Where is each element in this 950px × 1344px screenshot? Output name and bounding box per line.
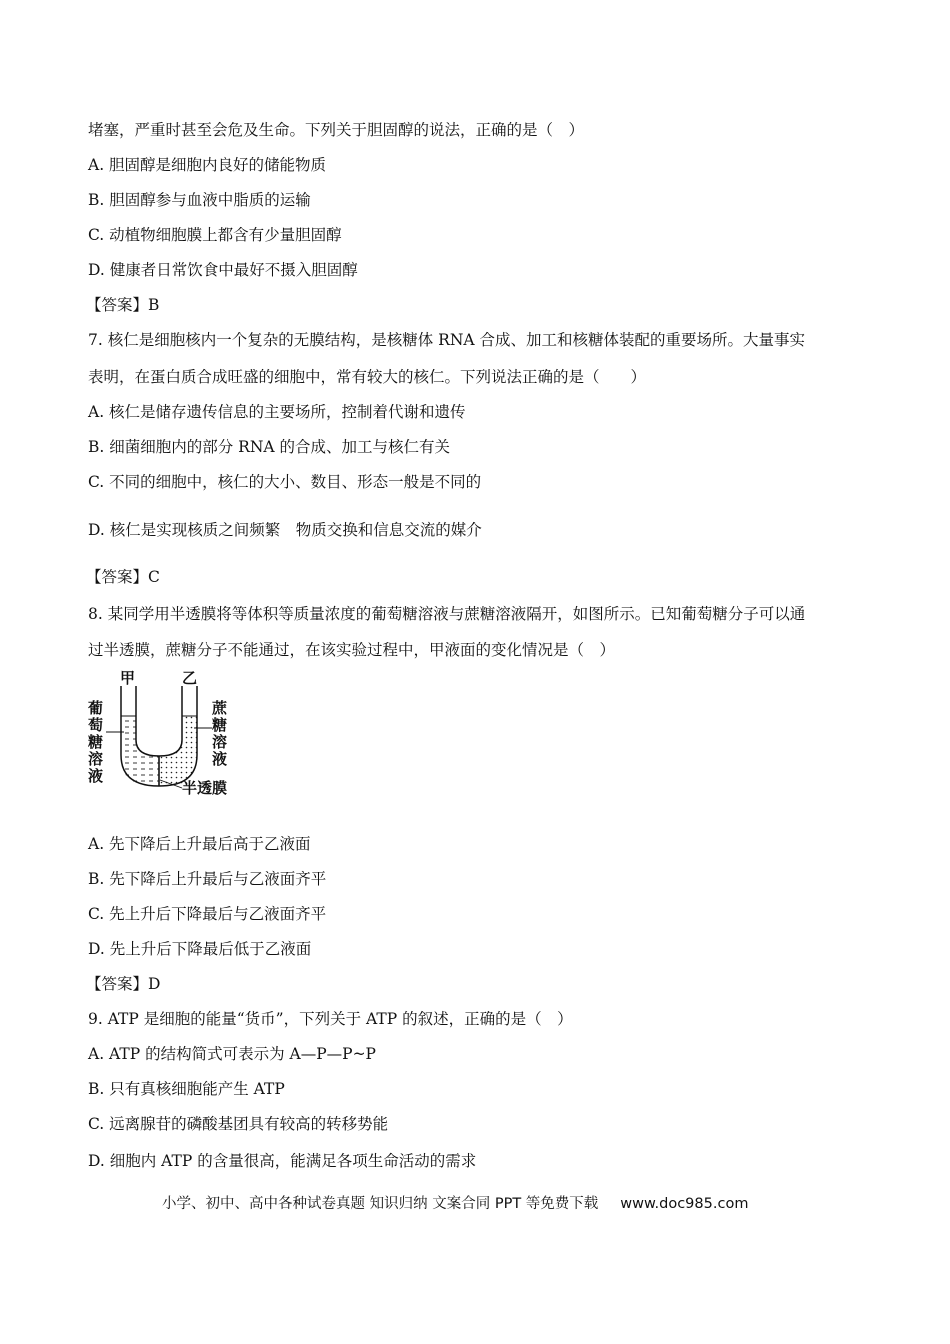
q7-stem-line1: 7. 核仁是细胞核内一个复杂的无膜结构，是核糖体 RNA 合成、加工和核糖体装配的重要场所。大量事实: [88, 331, 805, 349]
q7-option-c: C. 不同的细胞中，核仁的大小、数目、形态一般是不同的: [88, 473, 482, 491]
q9-option-d: D. 细胞内 ATP 的含量很高，能满足各项生命活动的需求: [88, 1152, 477, 1170]
label-semipermeable-membrane: 半透膜: [182, 779, 228, 797]
q7-answer: 【答案】C: [86, 568, 160, 586]
footer-text: 小学、初中、高中各种试卷真题 知识归纳 文案合同 PPT 等免费下载: [162, 1196, 599, 1212]
footer-url[interactable]: www.doc985.com: [620, 1196, 749, 1212]
q7-option-a: A. 核仁是储存遗传信息的主要场所，控制着代谢和遗传: [88, 403, 466, 421]
q9-option-b: B. 只有真核细胞能产生 ATP: [88, 1080, 285, 1098]
label-glucose-solution: 葡萄糖溶液: [88, 699, 104, 785]
label-sucrose-solution: 蔗糖溶液: [212, 699, 228, 768]
q6-option-d: D. 健康者日常饮食中最好不摄入胆固醇: [88, 261, 358, 279]
q8-option-c: C. 先上升后下降最后与乙液面齐平: [88, 905, 327, 923]
q7-option-b: B. 细菌细胞内的部分 RNA 的合成、加工与核仁有关: [88, 438, 451, 456]
label-yi: 乙: [182, 669, 198, 687]
q8-option-b: B. 先下降后上升最后与乙液面齐平: [88, 870, 327, 888]
u-tube-inner-wall: [136, 686, 182, 756]
q8-stem-line1: 8. 某同学用半透膜将等体积等质量浓度的葡萄糖溶液与蔗糖溶液隔开，如图所示。已知葡萄糖分子可以通: [88, 605, 806, 623]
q7-option-d: D. 核仁是实现核质之间频繁 物质交换和信息交流的媒介: [88, 521, 482, 539]
q8-option-a: A. 先下降后上升最后高于乙液面: [88, 835, 311, 853]
u-tube-diagram: [84, 670, 244, 800]
q6-stem-continuation: 堵塞，严重时甚至会危及生命。下列关于胆固醇的说法，正确的是（ ）: [88, 121, 585, 139]
label-jia: 甲: [120, 669, 136, 687]
q6-option-b: B. 胆固醇参与血液中脂质的运输: [88, 191, 311, 209]
page-footer: [162, 1192, 748, 1213]
q6-option-a: A. 胆固醇是细胞内良好的储能物质: [88, 156, 327, 174]
q6-answer: 【答案】B: [86, 296, 160, 314]
q9-stem: 9. ATP 是细胞的能量“货币”，下列关于 ATP 的叙述，正确的是（ ）: [88, 1010, 573, 1028]
q9-option-c: C. 远离腺苷的磷酸基团具有较高的转移势能: [88, 1115, 389, 1133]
q8-stem-line2: 过半透膜，蔗糖分子不能通过，在该实验过程中，甲液面的变化情况是（ ）: [88, 641, 616, 659]
q7-stem-line2: 表明，在蛋白质合成旺盛的细胞中，常有较大的核仁。下列说法正确的是（ ）: [88, 368, 647, 386]
q9-option-a: A. ATP 的结构简式可表示为 A—P—P~P: [88, 1045, 376, 1063]
q8-option-d: D. 先上升后下降最后低于乙液面: [88, 940, 312, 958]
q8-answer: 【答案】D: [86, 975, 161, 993]
q6-option-c: C. 动植物细胞膜上都含有少量胆固醇: [88, 226, 342, 244]
